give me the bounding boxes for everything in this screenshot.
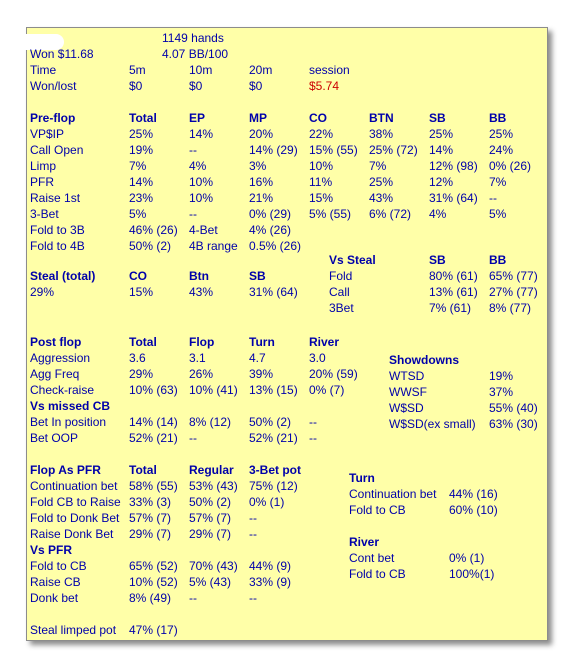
preflop-cell-ep: 4B range bbox=[189, 239, 238, 253]
won-amount: Won $11.68 bbox=[30, 47, 94, 61]
postflop-cell-flop: 10% (41) bbox=[189, 383, 238, 397]
postflop-cell-turn: 13% (15) bbox=[249, 383, 298, 397]
river-row-label: Cont bet bbox=[349, 551, 395, 565]
river-header: River bbox=[349, 535, 380, 549]
won-lost-value-10m: $0 bbox=[189, 79, 203, 93]
preflop-header-mp: MP bbox=[249, 111, 267, 125]
preflop-cell-total: 50% (2) bbox=[129, 239, 172, 253]
turn-header: Turn bbox=[349, 471, 375, 485]
preflop-cell-bb: 24% bbox=[489, 143, 514, 157]
won-lost-value-session: $5.74 bbox=[309, 79, 340, 93]
showdown-label-wtsd: WTSD bbox=[389, 369, 425, 383]
preflop-cell-ep: 10% bbox=[189, 191, 214, 205]
preflop-cell-bb: 5% bbox=[489, 207, 507, 221]
missed-cb-row-label: Bet In position bbox=[30, 415, 107, 429]
vs-pfr-cell-3-bet-pot: 44% (9) bbox=[249, 559, 292, 573]
preflop-cell-mp: 4% (26) bbox=[249, 223, 292, 237]
preflop-cell-total: 14% bbox=[129, 175, 154, 189]
vs-pfr-header: Vs PFR bbox=[30, 543, 73, 557]
preflop-row-label: 3-Bet bbox=[30, 207, 59, 221]
preflop-cell-mp: 3% bbox=[249, 159, 267, 173]
postflop-cell-total: 10% (63) bbox=[129, 383, 178, 397]
time-interval-session: session bbox=[309, 63, 350, 77]
flop-pfr-cell-regular: 50% (2) bbox=[189, 495, 232, 509]
vs-steal-cell-bb: 65% (77) bbox=[489, 269, 538, 283]
postflop-header-total: Total bbox=[129, 335, 157, 349]
preflop-row-label: Fold to 4B bbox=[30, 239, 85, 253]
vs-pfr-cell-total: 8% (49) bbox=[129, 591, 172, 605]
vs-pfr-cell-total: 10% (52) bbox=[129, 575, 178, 589]
postflop-cell-flop: 26% bbox=[189, 367, 214, 381]
bb-per-100: 4.07 BB/100 bbox=[162, 47, 229, 61]
preflop-cell-total: 5% bbox=[129, 207, 147, 221]
flop-pfr-cell-3-bet-pot: 0% (1) bbox=[249, 495, 285, 509]
vs-pfr-row-label: Raise CB bbox=[30, 575, 81, 589]
preflop-header-ep: EP bbox=[189, 111, 206, 125]
river-row-value: 100%(1) bbox=[449, 567, 495, 581]
vs-steal-row-label: Fold bbox=[329, 269, 353, 283]
vs-steal-cell-bb: 27% (77) bbox=[489, 285, 538, 299]
preflop-cell-co: 11% bbox=[309, 175, 333, 189]
missed-cb-cell-turn: 52% (21) bbox=[249, 431, 298, 445]
postflop-cell-river: 0% (7) bbox=[309, 383, 345, 397]
preflop-header-bb: BB bbox=[489, 111, 507, 125]
preflop-cell-sb: 12% (98) bbox=[429, 159, 478, 173]
preflop-cell-total: 19% bbox=[129, 143, 154, 157]
missed-cb-cell-total: 52% (21) bbox=[129, 431, 178, 445]
showdown-value-wwsf: 37% bbox=[489, 385, 514, 399]
flop-pfr-cell-total: 33% (3) bbox=[129, 495, 172, 509]
flop-pfr-cell-total: 57% (7) bbox=[129, 511, 172, 525]
preflop-cell-mp: 20% bbox=[249, 127, 274, 141]
preflop-header-co: CO bbox=[309, 111, 327, 125]
preflop-row-label: Fold to 3B bbox=[30, 223, 85, 237]
flop-pfr-cell-regular: 29% (7) bbox=[189, 527, 232, 541]
preflop-header-sb: SB bbox=[429, 111, 446, 125]
preflop-cell-bb: 0% (26) bbox=[489, 159, 532, 173]
showdown-value-w-sd-ex-small: 63% (30) bbox=[489, 417, 538, 431]
steal-value-steal-total: 29% bbox=[30, 285, 55, 299]
preflop-cell-mp: 0% (29) bbox=[249, 207, 292, 221]
vs-steal-cell-sb: 13% (61) bbox=[429, 285, 478, 299]
time-label: Time bbox=[30, 63, 57, 77]
vs-pfr-cell-3-bet-pot: 33% (9) bbox=[249, 575, 292, 589]
vs-steal-cell-bb: 8% (77) bbox=[489, 301, 532, 315]
vs-steal-header-vs-steal: Vs Steal bbox=[329, 253, 376, 267]
preflop-row-label: Limp bbox=[30, 159, 57, 173]
flop-pfr-header-3-bet-pot: 3-Bet pot bbox=[249, 463, 301, 477]
vs-pfr-cell-3-bet-pot: -- bbox=[249, 591, 257, 605]
won-lost-value-5m: $0 bbox=[129, 79, 143, 93]
flop-pfr-cell-regular: 53% (43) bbox=[189, 479, 238, 493]
preflop-cell-mp: 16% bbox=[249, 175, 274, 189]
preflop-cell-ep: 14% bbox=[189, 127, 214, 141]
postflop-row-label: Check-raise bbox=[30, 383, 95, 397]
preflop-cell-btn: 25% bbox=[369, 175, 394, 189]
postflop-cell-turn: 39% bbox=[249, 367, 274, 381]
vs-pfr-cell-regular: -- bbox=[189, 591, 197, 605]
river-row-value: 0% (1) bbox=[449, 551, 485, 565]
won-lost-value-20m: $0 bbox=[249, 79, 263, 93]
vs-pfr-row-label: Fold to CB bbox=[30, 559, 87, 573]
flop-pfr-cell-3-bet-pot: 75% (12) bbox=[249, 479, 298, 493]
preflop-cell-btn: 6% (72) bbox=[369, 207, 412, 221]
missed-cb-cell-turn: 50% (2) bbox=[249, 415, 292, 429]
flop-pfr-header-total: Total bbox=[129, 463, 157, 477]
preflop-row-label: Raise 1st bbox=[30, 191, 81, 205]
missed-cb-cell-river: -- bbox=[309, 431, 317, 445]
flop-pfr-cell-total: 58% (55) bbox=[129, 479, 178, 493]
preflop-cell-mp: 14% (29) bbox=[249, 143, 298, 157]
preflop-cell-co: 15% bbox=[309, 191, 334, 205]
postflop-header-flop: Flop bbox=[189, 335, 215, 349]
vs-steal-row-label: 3Bet bbox=[329, 301, 354, 315]
postflop-cell-river: 3.0 bbox=[309, 351, 326, 365]
postflop-header-turn: Turn bbox=[249, 335, 275, 349]
preflop-cell-sb: 31% (64) bbox=[429, 191, 478, 205]
missed-cb-cell-flop: 8% (12) bbox=[189, 415, 232, 429]
steal-limped-pot-value: 47% (17) bbox=[129, 623, 178, 637]
showdown-label-wwsf: WWSF bbox=[389, 385, 427, 399]
vs-steal-row-label: Call bbox=[329, 285, 350, 299]
postflop-cell-total: 29% bbox=[129, 367, 154, 381]
preflop-cell-bb: 7% bbox=[489, 175, 507, 189]
flop-pfr-cell-3-bet-pot: -- bbox=[249, 527, 257, 541]
preflop-cell-sb: 4% bbox=[429, 207, 447, 221]
flop-pfr-header-flop-as-pfr: Flop As PFR bbox=[30, 463, 101, 477]
hud-stats-panel bbox=[26, 27, 548, 641]
steal-value-co: 15% bbox=[129, 285, 154, 299]
turn-row-label: Continuation bet bbox=[349, 487, 437, 501]
preflop-cell-sb: 12% bbox=[429, 175, 454, 189]
postflop-cell-total: 3.6 bbox=[129, 351, 146, 365]
steal-header-sb: SB bbox=[249, 269, 266, 283]
vs-missed-cb-header: Vs missed CB bbox=[30, 399, 111, 413]
postflop-row-label: Aggression bbox=[30, 351, 91, 365]
preflop-cell-btn: 25% (72) bbox=[369, 143, 418, 157]
showdown-value-w-sd: 55% (40) bbox=[489, 401, 538, 415]
steal-value-sb: 31% (64) bbox=[249, 285, 298, 299]
preflop-cell-btn: 43% bbox=[369, 191, 394, 205]
showdown-value-wtsd: 19% bbox=[489, 369, 514, 383]
preflop-cell-ep: -- bbox=[189, 143, 197, 157]
preflop-cell-btn: 7% bbox=[369, 159, 387, 173]
missed-cb-cell-flop: -- bbox=[189, 431, 197, 445]
steal-header-co: CO bbox=[129, 269, 147, 283]
vs-steal-header-bb: BB bbox=[489, 253, 507, 267]
postflop-cell-flop: 3.1 bbox=[189, 351, 206, 365]
preflop-cell-btn: 38% bbox=[369, 127, 394, 141]
showdown-label-w-sd-ex-small: W$SD(ex small) bbox=[389, 417, 476, 431]
flop-pfr-row-label: Continuation bet bbox=[30, 479, 118, 493]
time-interval-5m: 5m bbox=[129, 63, 146, 77]
postflop-row-label: Agg Freq bbox=[30, 367, 80, 381]
preflop-cell-co: 15% (55) bbox=[309, 143, 358, 157]
hands-count: 1149 hands bbox=[162, 31, 224, 45]
preflop-row-label: PFR bbox=[30, 175, 54, 189]
preflop-cell-bb: -- bbox=[489, 191, 497, 205]
preflop-header-total: Total bbox=[129, 111, 157, 125]
steal-limped-pot-label: Steal limped pot bbox=[30, 623, 117, 637]
postflop-cell-turn: 4.7 bbox=[249, 351, 266, 365]
preflop-cell-bb: 25% bbox=[489, 127, 514, 141]
preflop-cell-co: 5% (55) bbox=[309, 207, 352, 221]
time-interval-10m: 10m bbox=[189, 63, 213, 77]
vs-pfr-cell-regular: 70% (43) bbox=[189, 559, 238, 573]
showdowns-header: Showdowns bbox=[389, 353, 459, 367]
vs-steal-header-sb: SB bbox=[429, 253, 446, 267]
preflop-header-btn: BTN bbox=[369, 111, 394, 125]
missed-cb-cell-river: -- bbox=[309, 415, 317, 429]
steal-header-btn: Btn bbox=[189, 269, 209, 283]
flop-pfr-row-label: Fold CB to Raise bbox=[30, 495, 121, 509]
flop-pfr-header-regular: Regular bbox=[189, 463, 234, 477]
flop-pfr-row-label: Raise Donk Bet bbox=[30, 527, 114, 541]
turn-row-value: 60% (10) bbox=[449, 503, 498, 517]
preflop-cell-co: 22% bbox=[309, 127, 334, 141]
river-row-label: Fold to CB bbox=[349, 567, 406, 581]
postflop-cell-river: 20% (59) bbox=[309, 367, 358, 381]
preflop-cell-co: 10% bbox=[309, 159, 334, 173]
preflop-cell-ep: 10% bbox=[189, 175, 214, 189]
vs-pfr-row-label: Donk bet bbox=[30, 591, 79, 605]
preflop-cell-mp: 0.5% (26) bbox=[249, 239, 302, 253]
flop-pfr-cell-regular: 57% (7) bbox=[189, 511, 232, 525]
preflop-cell-total: 25% bbox=[129, 127, 154, 141]
steal-header-steal-total: Steal (total) bbox=[30, 269, 96, 283]
turn-row-label: Fold to CB bbox=[349, 503, 406, 517]
vs-pfr-cell-total: 65% (52) bbox=[129, 559, 178, 573]
vs-steal-cell-sb: 80% (61) bbox=[429, 269, 478, 283]
vs-steal-cell-sb: 7% (61) bbox=[429, 301, 472, 315]
preflop-cell-total: 23% bbox=[129, 191, 154, 205]
showdown-label-w-sd: W$SD bbox=[389, 401, 424, 415]
preflop-cell-ep: -- bbox=[189, 207, 197, 221]
preflop-row-label: VP$IP bbox=[30, 127, 65, 141]
steal-value-btn: 43% bbox=[189, 285, 214, 299]
flop-pfr-cell-total: 29% (7) bbox=[129, 527, 172, 541]
time-interval-20m: 20m bbox=[249, 63, 273, 77]
missed-cb-row-label: Bet OOP bbox=[30, 431, 79, 445]
preflop-cell-ep: 4-Bet bbox=[189, 223, 218, 237]
preflop-cell-mp: 21% bbox=[249, 191, 274, 205]
missed-cb-cell-total: 14% (14) bbox=[129, 415, 178, 429]
flop-pfr-row-label: Fold to Donk Bet bbox=[30, 511, 120, 525]
flop-pfr-cell-3-bet-pot: -- bbox=[249, 511, 257, 525]
postflop-header-post-flop: Post flop bbox=[30, 335, 82, 349]
preflop-header-pre-flop: Pre-flop bbox=[30, 111, 76, 125]
preflop-cell-sb: 25% bbox=[429, 127, 454, 141]
vs-pfr-cell-regular: 5% (43) bbox=[189, 575, 232, 589]
preflop-cell-total: 46% (26) bbox=[129, 223, 178, 237]
won-lost-label: Won/lost bbox=[30, 79, 77, 93]
preflop-cell-sb: 14% bbox=[429, 143, 454, 157]
preflop-cell-total: 7% bbox=[129, 159, 147, 173]
preflop-row-label: Call Open bbox=[30, 143, 84, 157]
preflop-cell-ep: 4% bbox=[189, 159, 207, 173]
postflop-header-river: River bbox=[309, 335, 340, 349]
turn-row-value: 44% (16) bbox=[449, 487, 498, 501]
